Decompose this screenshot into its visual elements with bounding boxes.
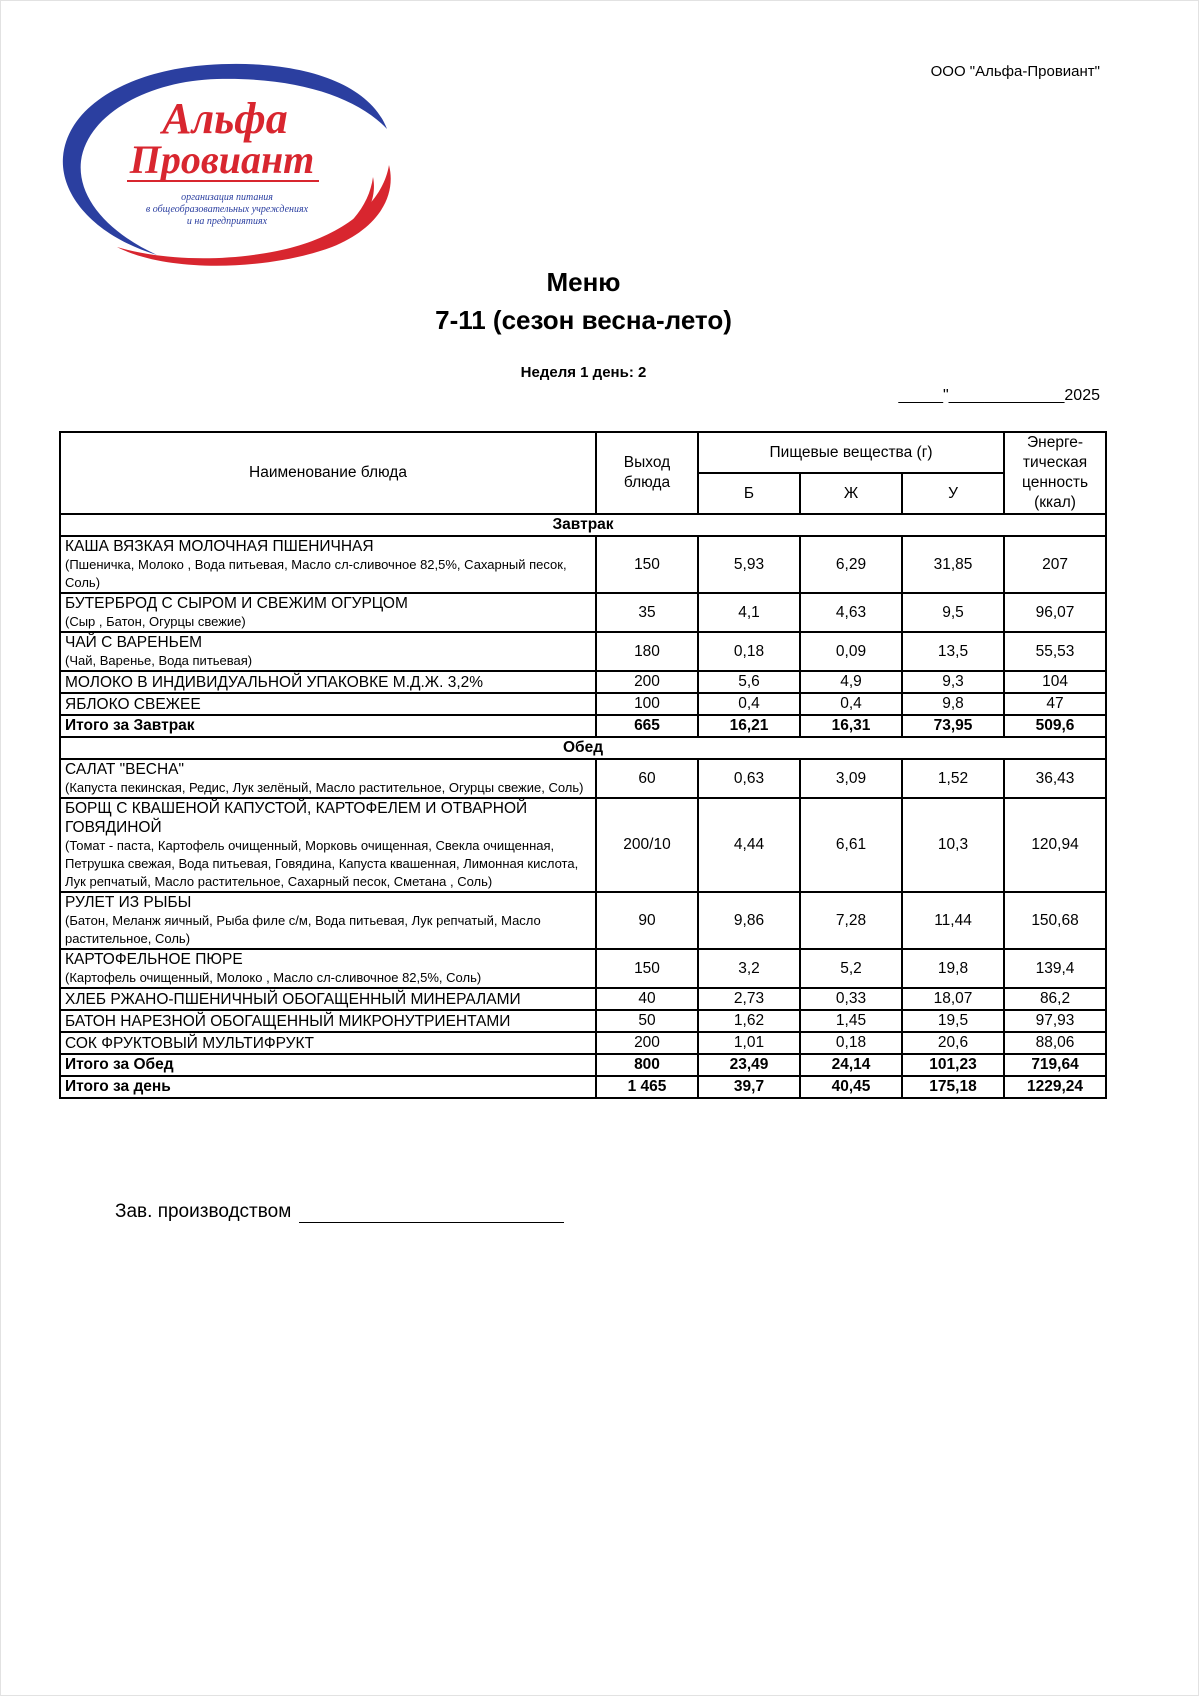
cell-output: 60 xyxy=(596,759,698,798)
cell-energy: 36,43 xyxy=(1004,759,1106,798)
cell-zh: 1,45 xyxy=(800,1010,902,1032)
svg-text:организация питания: организация питания xyxy=(181,192,273,203)
dish-ingredients: (Томат - паста, Картофель очищенный, Морковь очищенная, Свекла очищенная, Петрушка свежая, Вода питьевая, Говядина, Капуста квашенная, Лимонная кислота, Лук репчатый, Масло растительное, Сахарный песок, Сметана , Соль) xyxy=(65,838,579,889)
signature-block xyxy=(115,1201,564,1223)
cell-energy: 97,93 xyxy=(1004,1010,1106,1032)
dish-name: КАША ВЯЗКАЯ МОЛОЧНАЯ ПШЕНИЧНАЯ xyxy=(65,538,374,555)
cell-b: 4,1 xyxy=(698,593,800,632)
cell-output: 100 xyxy=(596,693,698,715)
cell-energy: 139,4 xyxy=(1004,949,1106,988)
dish-cell xyxy=(60,1032,596,1054)
alfa-proviant-logo xyxy=(57,57,393,269)
cell-energy: 207 xyxy=(1004,536,1106,593)
total-row xyxy=(60,1076,1106,1098)
cell-zh: 0,4 xyxy=(800,693,902,715)
cell-output: 50 xyxy=(596,1010,698,1032)
cell-u: 1,52 xyxy=(902,759,1004,798)
cell-zh: 6,61 xyxy=(800,798,902,892)
cell-output: 150 xyxy=(596,536,698,593)
cell-b: 0,18 xyxy=(698,632,800,671)
total-label: Итого за день xyxy=(60,1076,596,1098)
total-energy: 509,6 xyxy=(1004,715,1106,737)
cell-zh: 5,2 xyxy=(800,949,902,988)
total-energy: 719,64 xyxy=(1004,1054,1106,1076)
cell-u: 9,5 xyxy=(902,593,1004,632)
table-row xyxy=(60,693,1106,715)
cell-zh: 0,18 xyxy=(800,1032,902,1054)
cell-b: 0,4 xyxy=(698,693,800,715)
cell-b: 5,93 xyxy=(698,536,800,593)
cell-zh: 0,09 xyxy=(800,632,902,671)
dish-cell xyxy=(60,1010,596,1032)
table-row xyxy=(60,798,1106,892)
cell-output: 35 xyxy=(596,593,698,632)
svg-text:и на предприятиях: и на предприятиях xyxy=(186,216,268,227)
cell-u: 10,3 xyxy=(902,798,1004,892)
dish-name: БОРЩ С КВАШЕНОЙ КАПУСТОЙ, КАРТОФЕЛЕМ И ОТВАРНОЙ ГОВЯДИНОЙ xyxy=(65,800,528,836)
cell-b: 1,62 xyxy=(698,1010,800,1032)
dish-name: КАРТОФЕЛЬНОЕ ПЮРЕ xyxy=(65,951,243,968)
section-label: Завтрак xyxy=(60,514,1106,536)
cell-b: 5,6 xyxy=(698,671,800,693)
dish-cell xyxy=(60,593,596,632)
cell-output: 40 xyxy=(596,988,698,1010)
total-output: 665 xyxy=(596,715,698,737)
cell-energy: 120,94 xyxy=(1004,798,1106,892)
dish-name: САЛАТ "ВЕСНА" xyxy=(65,761,185,778)
total-b: 16,21 xyxy=(698,715,800,737)
dish-cell xyxy=(60,759,596,798)
section-label: Обед xyxy=(60,737,1106,759)
total-label: Итого за Обед xyxy=(60,1054,596,1076)
header-carbs: У xyxy=(902,473,1004,514)
cell-u: 13,5 xyxy=(902,632,1004,671)
dish-cell xyxy=(60,632,596,671)
dish-ingredients: (Батон, Меланж яичный, Рыба филе с/м, Вода питьевая, Лук репчатый, Масло растительное, Соль) xyxy=(65,913,541,946)
dish-ingredients: (Картофель очищенный, Молоко , Масло сл-сливочное 82,5%, Соль) xyxy=(65,970,482,985)
cell-energy: 86,2 xyxy=(1004,988,1106,1010)
page-title: Меню xyxy=(546,267,621,297)
total-row xyxy=(60,715,1106,737)
header-dish-name: Наименование блюда xyxy=(60,432,596,514)
dish-name: МОЛОКО В ИНДИВИДУАЛЬНОЙ УПАКОВКЕ М.Д.Ж. 3,2% xyxy=(65,673,484,691)
dish-ingredients: (Пшеничка, Молоко , Вода питьевая, Масло сл-сливочное 82,5%, Сахарный песок, Соль) xyxy=(65,557,567,590)
signature-line xyxy=(299,1204,564,1223)
company-name: ООО "Альфа-Провиант" xyxy=(930,63,1100,80)
cell-zh: 7,28 xyxy=(800,892,902,949)
dish-name: СОК ФРУКТОВЫЙ МУЛЬТИФРУКТ xyxy=(65,1034,315,1052)
cell-energy: 88,06 xyxy=(1004,1032,1106,1054)
table-row xyxy=(60,1032,1106,1054)
cell-energy: 47 xyxy=(1004,693,1106,715)
cell-zh: 4,9 xyxy=(800,671,902,693)
total-output: 800 xyxy=(596,1054,698,1076)
page-subtitle: 7-11 (сезон весна-лето) xyxy=(435,305,732,335)
cell-u: 19,5 xyxy=(902,1010,1004,1032)
week-day-label: Неделя 1 день: 2 xyxy=(520,364,647,381)
cell-b: 9,86 xyxy=(698,892,800,949)
cell-u: 20,6 xyxy=(902,1032,1004,1054)
svg-text:Альфа: Альфа xyxy=(162,94,288,143)
total-zh: 24,14 xyxy=(800,1054,902,1076)
total-u: 101,23 xyxy=(902,1054,1004,1076)
menu-table xyxy=(59,431,1107,1099)
total-zh: 16,31 xyxy=(800,715,902,737)
cell-u: 9,8 xyxy=(902,693,1004,715)
dish-ingredients: (Капуста пекинская, Редис, Лук зелёный, Масло растительное, Огурцы свежие, Соль) xyxy=(65,780,584,795)
dish-cell xyxy=(60,798,596,892)
dish-cell xyxy=(60,536,596,593)
table-row xyxy=(60,949,1106,988)
cell-b: 2,73 xyxy=(698,988,800,1010)
total-u: 175,18 xyxy=(902,1076,1004,1098)
section-header xyxy=(60,514,1106,536)
cell-energy: 104 xyxy=(1004,671,1106,693)
table-row xyxy=(60,1010,1106,1032)
dish-name: ЯБЛОКО СВЕЖЕЕ xyxy=(65,695,201,713)
dish-name: ХЛЕБ РЖАНО-ПШЕНИЧНЫЙ ОБОГАЩЕННЫЙ МИНЕРАЛАМИ xyxy=(65,990,521,1008)
cell-b: 1,01 xyxy=(698,1032,800,1054)
cell-b: 4,44 xyxy=(698,798,800,892)
cell-b: 0,63 xyxy=(698,759,800,798)
total-zh: 40,45 xyxy=(800,1076,902,1098)
dish-name: РУЛЕТ ИЗ РЫБЫ xyxy=(65,894,192,911)
cell-u: 9,3 xyxy=(902,671,1004,693)
cell-zh: 3,09 xyxy=(800,759,902,798)
dish-cell xyxy=(60,988,596,1010)
dish-cell xyxy=(60,892,596,949)
cell-output: 200 xyxy=(596,671,698,693)
table-row xyxy=(60,593,1106,632)
cell-zh: 0,33 xyxy=(800,988,902,1010)
cell-output: 200/10 xyxy=(596,798,698,892)
dish-name: БУТЕРБРОД С СЫРОМ И СВЕЖИМ ОГУРЦОМ xyxy=(65,595,408,612)
dish-name: БАТОН НАРЕЗНОЙ ОБОГАЩЕННЫЙ МИКРОНУТРИЕНТАМИ xyxy=(65,1012,511,1030)
table-row xyxy=(60,892,1106,949)
signature-label: Зав. производством xyxy=(115,1201,292,1222)
cell-energy: 55,53 xyxy=(1004,632,1106,671)
dish-ingredients: (Чай, Варенье, Вода питьевая) xyxy=(65,653,253,668)
header-energy: Энерге-тическая ценность (ккал) xyxy=(1004,432,1106,514)
section-header xyxy=(60,737,1106,759)
cell-u: 18,07 xyxy=(902,988,1004,1010)
dish-name: ЧАЙ С ВАРЕНЬЕМ xyxy=(65,634,203,651)
cell-output: 90 xyxy=(596,892,698,949)
cell-zh: 4,63 xyxy=(800,593,902,632)
table-row xyxy=(60,632,1106,671)
header-nutrients: Пищевые вещества (г) xyxy=(698,432,1004,473)
cell-u: 11,44 xyxy=(902,892,1004,949)
table-row xyxy=(60,536,1106,593)
cell-u: 19,8 xyxy=(902,949,1004,988)
table-row xyxy=(60,671,1106,693)
svg-text:Провиант: Провиант xyxy=(129,137,315,182)
svg-text:в общеобразовательных учрежден: в общеобразовательных учреждениях xyxy=(145,204,309,215)
table-row xyxy=(60,759,1106,798)
dish-cell xyxy=(60,671,596,693)
cell-output: 150 xyxy=(596,949,698,988)
total-energy: 1229,24 xyxy=(1004,1076,1106,1098)
total-b: 39,7 xyxy=(698,1076,800,1098)
dish-ingredients: (Сыр , Батон, Огурцы свежие) xyxy=(65,614,246,629)
total-output: 1 465 xyxy=(596,1076,698,1098)
cell-energy: 96,07 xyxy=(1004,593,1106,632)
cell-output: 200 xyxy=(596,1032,698,1054)
total-row xyxy=(60,1054,1106,1076)
cell-zh: 6,29 xyxy=(800,536,902,593)
table-row xyxy=(60,988,1106,1010)
cell-energy: 150,68 xyxy=(1004,892,1106,949)
total-label: Итого за Завтрак xyxy=(60,715,596,737)
date-field: _____"_____________2025 xyxy=(898,387,1100,404)
header-proteins: Б xyxy=(698,473,800,514)
total-b: 23,49 xyxy=(698,1054,800,1076)
header-output: Выход блюда xyxy=(596,432,698,514)
dish-cell xyxy=(60,949,596,988)
header-fats: Ж xyxy=(800,473,902,514)
dish-cell xyxy=(60,693,596,715)
cell-output: 180 xyxy=(596,632,698,671)
cell-u: 31,85 xyxy=(902,536,1004,593)
total-u: 73,95 xyxy=(902,715,1004,737)
cell-b: 3,2 xyxy=(698,949,800,988)
